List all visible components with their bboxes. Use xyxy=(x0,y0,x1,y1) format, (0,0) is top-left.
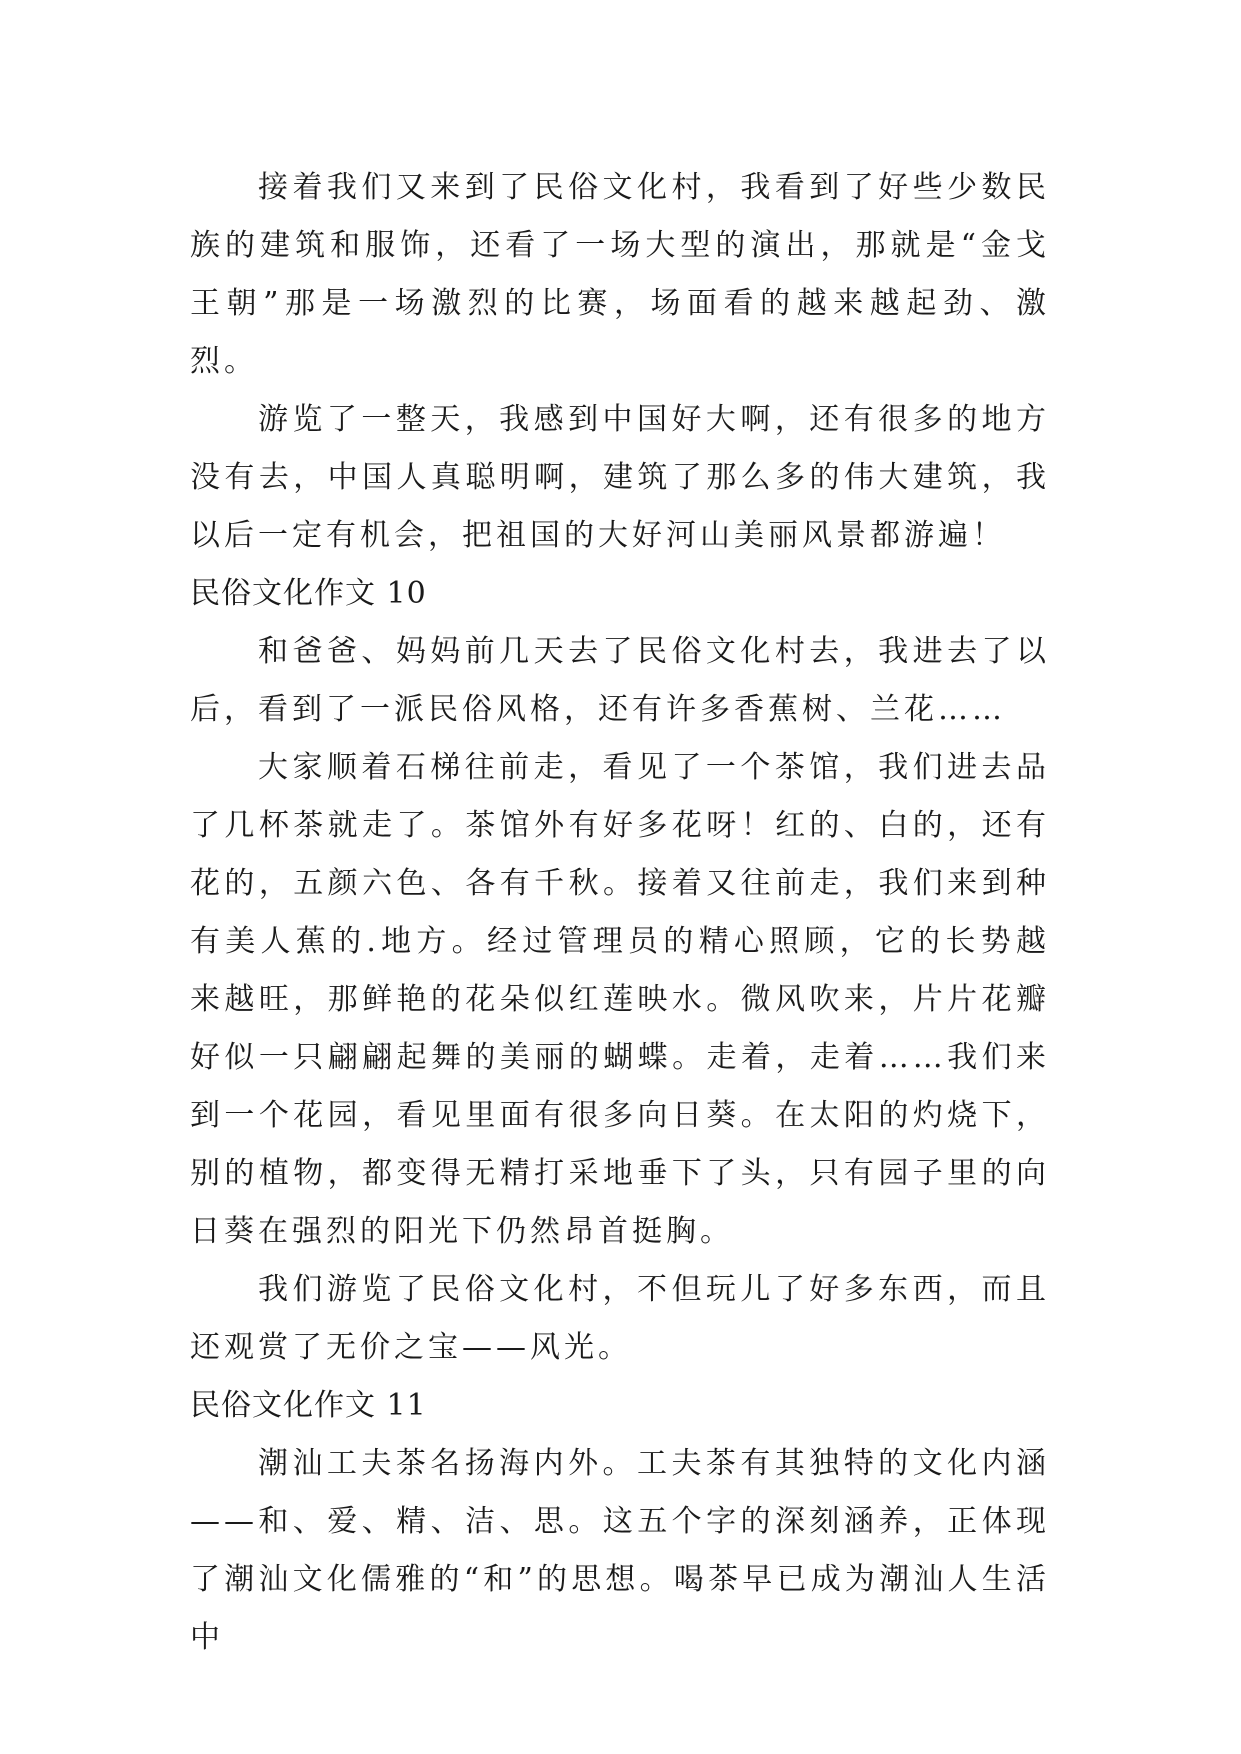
paragraph-folk-village-show: 接着我们又来到了民俗文化村，我看到了好些少数民族的建筑和服饰，还看了一场大型的演出，那就是“金戈王朝”那是一场激烈的比赛，场面看的越来越起劲、激烈。 xyxy=(190,170,1050,379)
paragraph-tea-house-and-flowers: 大家顺着石梯往前走，看见了一个茶馆，我们进去品了几杯茶就走了。茶馆外有好多花呀！红的、白的，还有花的，五颜六色、各有千秋。接着又往前走，我们来到种有美人蕉的.地方。经过管理员的精心照顾，它的长势越来越旺，那鲜艳的花朵似红莲映水。微风吹来，片片花瓣好似一只翩翩起舞的美丽的蝴蝶。走着，走着……我们来到一个花园，看见里面有很多向日葵。在太阳的灼烧下，别的植物，都变得无精打采地垂下了头，只有园子里的向日葵在强烈的阳光下仍然昂首挺胸。 xyxy=(190,750,1050,1249)
essay-heading-11: 民俗文化作文 11 xyxy=(190,1388,427,1423)
document-body xyxy=(190,159,1050,1667)
essay-heading-10: 民俗文化作文 10 xyxy=(190,576,427,611)
paragraph-conclusion-10: 我们游览了民俗文化村，不但玩儿了好多东西，而且还观赏了无价之宝——风光。 xyxy=(190,1272,1050,1365)
paragraph-day-tour-summary: 游览了一整天，我感到中国好大啊，还有很多的地方没有去，中国人真聪明啊，建筑了那么多的伟大建筑，我以后一定有机会，把祖国的大好河山美丽风景都游遍！ xyxy=(190,402,1050,553)
paragraph-chaoshan-tea: 潮汕工夫茶名扬海内外。工夫茶有其独特的文化内涵——和、爱、精、洁、思。这五个字的深刻涵养，正体现了潮汕文化儒雅的“和”的思想。喝茶早已成为潮汕人生活中 xyxy=(190,1446,1050,1655)
paragraph-visit-with-parents: 和爸爸、妈妈前几天去了民俗文化村去，我进去了以后，看到了一派民俗风格，还有许多香蕉树、兰花…… xyxy=(190,634,1050,727)
